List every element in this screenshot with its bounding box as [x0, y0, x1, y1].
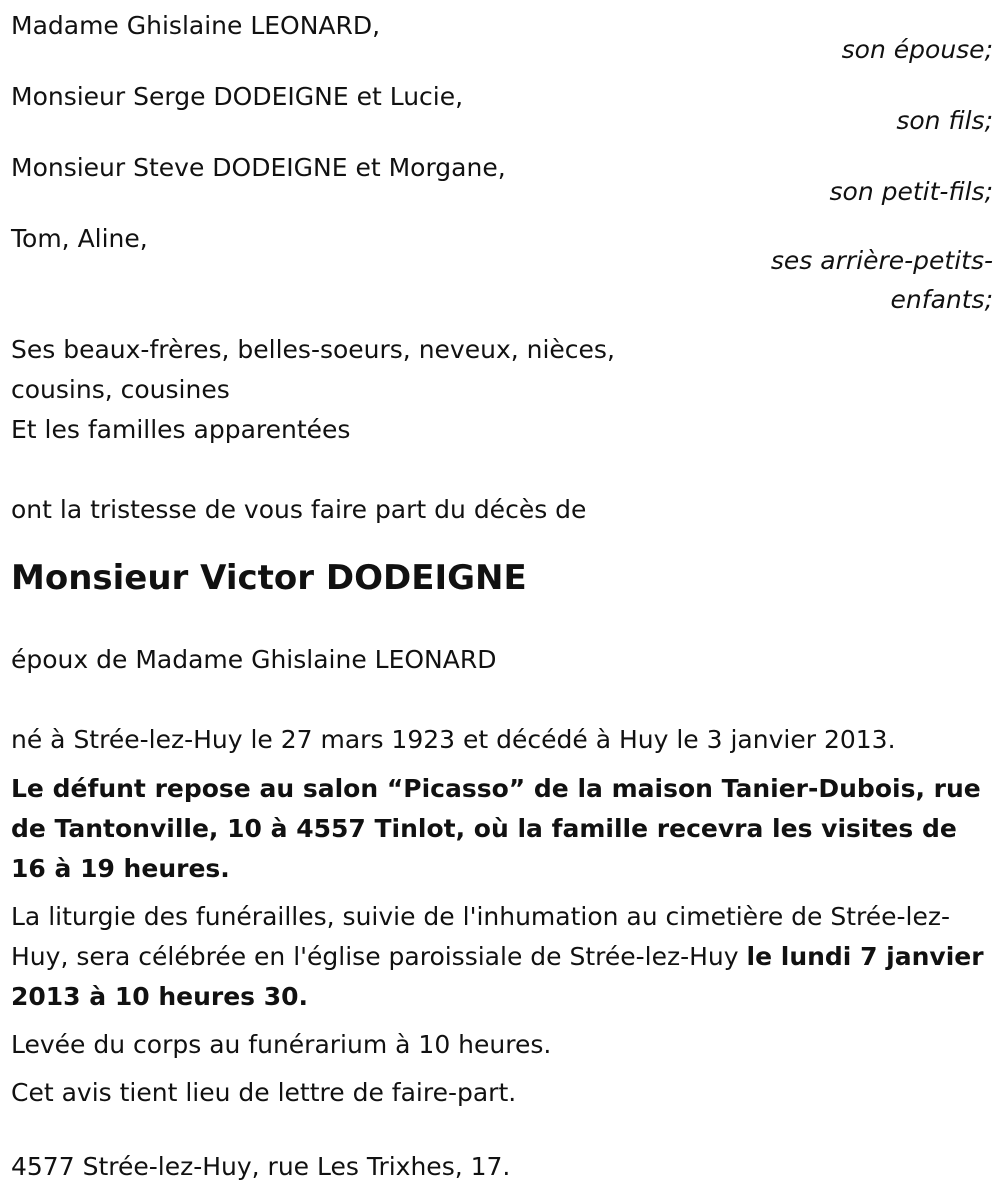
spouse-line: époux de Madame Ghislaine LEONARD	[11, 645, 497, 674]
family-name: Madame Ghislaine LEONARD,	[11, 11, 381, 40]
funeral-info	[11, 897, 991, 1017]
family-role: son épouse;	[841, 35, 993, 64]
family-role: ses arrière-petits-enfants;	[770, 246, 993, 314]
family-name: Monsieur Serge DODEIGNE et Lucie,	[11, 82, 464, 111]
relatives-line: Ses beaux-frères, belles-soeurs, neveux, nièces,	[11, 335, 615, 364]
address: 4577 Strée-lez-Huy, rue Les Trixhes, 17.	[11, 1152, 511, 1181]
deceased-name: Monsieur Victor DODEIGNE	[11, 558, 527, 598]
birth-death-line: né à Strée-lez-Huy le 27 mars 1923 et décédé à Huy le 3 janvier 2013.	[11, 725, 896, 754]
family-entry-great-grandchildren	[11, 219, 991, 319]
obituary-notice	[11, 6, 991, 1187]
relatives-line: cousins, cousines	[11, 375, 230, 404]
relatives-block	[11, 330, 991, 450]
family-entry-grandson	[11, 148, 991, 212]
relatives-line: Et les familles apparentées	[11, 415, 351, 444]
funeral-date: le lundi 7 janvier 2013 à 10 heures 30.	[11, 942, 984, 1011]
notice-info: Cet avis tient lieu de lettre de faire-part.	[11, 1078, 517, 1107]
family-role: son fils;	[896, 106, 993, 135]
levee-info: Levée du corps au funérarium à 10 heures.	[11, 1030, 552, 1059]
family-name: Monsieur Steve DODEIGNE et Morgane,	[11, 153, 506, 182]
family-entry-son	[11, 77, 991, 141]
family-role: son petit-fils;	[829, 177, 993, 206]
family-name: Tom, Aline,	[11, 224, 148, 253]
family-entry-spouse	[11, 6, 991, 70]
funeral-text: La liturgie des funérailles, suivie de l'inhumation au cimetière de Strée-lez-Huy, sera célébrée en l'église paroissiale de Strée-lez-Huy	[11, 902, 951, 971]
announcement: ont la tristesse de vous faire part du décès de	[11, 495, 587, 524]
visitation-info: Le défunt repose au salon “Picasso” de la maison Tanier-Dubois, rue de Tantonville, 10 à 4557 Tinlot, où la famille recevra les visites de 16 à 19 heures.	[11, 774, 981, 883]
